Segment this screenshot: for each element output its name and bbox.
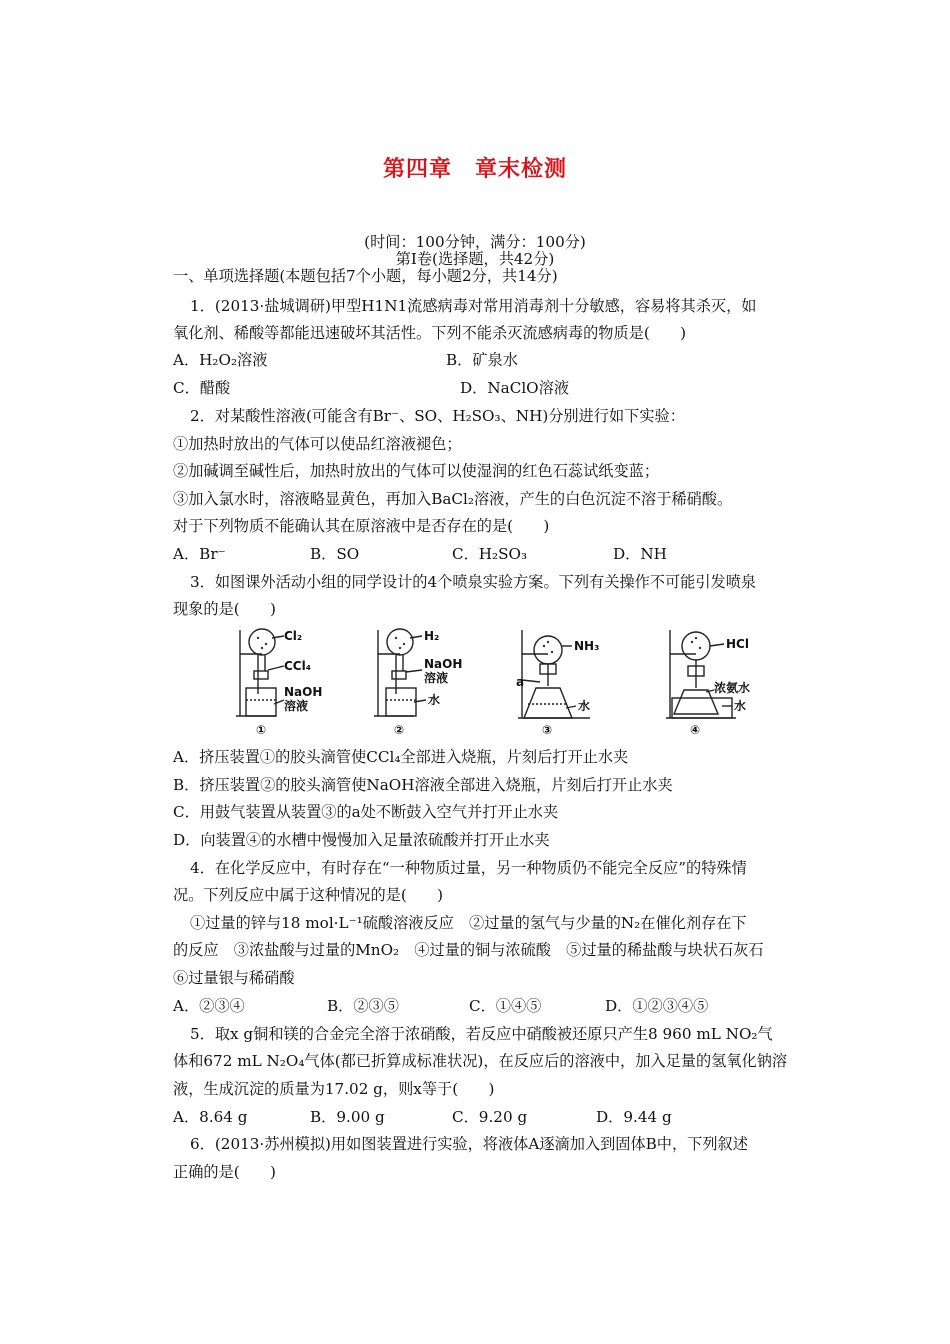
fig1-solution-label-1: NaOH — [284, 685, 323, 699]
q1-stem-line1: 1．(2013·盐城调研)甲型H1N1流感病毒对常用消毒剂十分敏感，容易将其杀灭，如 — [190, 297, 757, 315]
q1-option-b: B．矿泉水 — [446, 351, 518, 369]
q5-option-a: A．8.64 g — [173, 1108, 248, 1126]
fig3-a-label: a — [516, 675, 525, 689]
fig3-number: ③ — [542, 723, 553, 737]
q3-option-d: D．向装置④的水槽中慢慢加入足量浓硫酸并打开止水夹 — [173, 831, 550, 849]
fig2-number: ② — [394, 723, 405, 737]
q3-option-a: A．挤压装置①的胶头滴管使CCl₄全部进入烧瓶，片刻后打开止水夹 — [173, 748, 629, 766]
fig4-solution-label: 水 — [734, 699, 747, 713]
q3-stem-line2: 现象的是( ) — [173, 600, 276, 618]
q3-option-b: B．挤压装置②的胶头滴管使NaOH溶液全部进入烧瓶，片刻后打开止水夹 — [173, 776, 673, 794]
q2-exp-1: ①加热时放出的气体可以使品红溶液褪色； — [173, 435, 462, 453]
q1-option-c: C．醋酸 — [173, 379, 231, 397]
apparatus-diagram — [236, 626, 756, 738]
fig1-gas-label: Cl₂ — [284, 629, 303, 643]
q4-option-d: D．①②③④⑤ — [605, 997, 709, 1015]
volume-heading: 第Ⅰ卷(选择题，共42分) — [395, 250, 555, 268]
q6-stem-line1: 6．(2013·苏州模拟)用如图装置进行实验，将液体A逐滴加入到固体B中，下列叙述 — [190, 1135, 748, 1153]
q2-option-d: D．NH — [613, 545, 667, 563]
q2-exp-3: ③加入氯水时，溶液略显黄色，再加入BaCl₂溶液，产生的白色沉淀不溶于稀硝酸。 — [173, 490, 733, 508]
fig2-gas-label: H₂ — [424, 629, 440, 643]
q2-option-c: C．H₂SO₃ — [452, 545, 528, 563]
fig3-gas-label: NH₃ — [574, 639, 600, 653]
fountain-experiment-figure — [236, 626, 756, 738]
q4-reaction-line1: ①过量的锌与18 mol·L⁻¹硫酸溶液反应 ②过量的氢气与少量的N₂在催化剂存在下 — [190, 914, 747, 932]
q4-option-a: A．②③④ — [173, 997, 245, 1015]
q5-option-b: B．9.00 g — [310, 1108, 385, 1126]
fig1-number: ① — [256, 723, 267, 737]
q4-stem-line1: 4．在化学反应中，有时存在“一种物质过量，另一种物质仍不能完全反应”的特殊情 — [190, 859, 747, 877]
fig2-dropper-label-2: 溶液 — [424, 671, 449, 685]
q5-option-c: C．9.20 g — [452, 1108, 528, 1126]
q1-option-d: D．NaClO溶液 — [460, 379, 570, 397]
time-score: (时间：100分钟，满分：100分) — [364, 233, 586, 251]
fig1-solution-label-2: 溶液 — [284, 699, 309, 713]
q4-reaction-line2: 的反应 ③浓盐酸与过量的MnO₂ ④过量的铜与浓硫酸 ⑤过量的稀盐酸与块状石灰石 — [173, 941, 764, 959]
q4-stem-line2: 况。下列反应中属于这种情况的是( ) — [173, 886, 444, 904]
q2-stem: 2．对某酸性溶液(可能含有Br⁻、SO、H₂SO₃、NH)分别进行如下实验： — [190, 407, 685, 425]
fig3-solution-label: 水 — [578, 699, 591, 713]
q4-reaction-line3: ⑥过量银与稀硝酸 — [173, 969, 295, 987]
q1-stem-line2: 氧化剂、稀酸等都能迅速破坏其活性。下列不能杀灭流感病毒的物质是( ) — [173, 324, 687, 342]
fig2-solution-label: 水 — [428, 693, 441, 707]
q2-exp-2: ②加碱调至碱性后，加热时放出的气体可以使湿润的红色石蕊试纸变蓝； — [173, 462, 659, 480]
q3-option-c: C．用鼓气装置从装置③的a处不断鼓入空气并打开止水夹 — [173, 803, 559, 821]
fig4-gas-label: HCl — [726, 637, 749, 651]
fig2-dropper-label-1: NaOH — [424, 657, 463, 671]
section-heading: 一、单项选择题(本题包括7个小题，每小题2分，共14分) — [173, 267, 558, 285]
fig4-number: ④ — [690, 723, 701, 737]
q2-ask: 对于下列物质不能确认其在原溶液中是否存在的是( ) — [173, 517, 550, 535]
q6-stem-line2: 正确的是( ) — [173, 1163, 276, 1181]
q5-stem-line1: 5．取x g铜和镁的合金完全溶于浓硝酸，若反应中硝酸被还原只产生8 960 mL NO₂气 — [190, 1025, 773, 1043]
q2-option-a: A．Br⁻ — [173, 545, 226, 563]
fig4-reagent-label: 浓氨水 — [714, 681, 751, 695]
q3-stem-line1: 3．如图课外活动小组的同学设计的4个喷泉实验方案。下列有关操作不可能引发喷泉 — [190, 573, 757, 591]
q4-option-b: B．②③⑤ — [327, 997, 399, 1015]
page-title: 第四章 章末检测 — [382, 157, 567, 182]
q4-option-c: C．①④⑤ — [469, 997, 542, 1015]
q5-stem-line2: 体和672 mL N₂O₄气体(都已折算成标准状况)，在反应后的溶液中，加入足量的氢氧化钠溶 — [173, 1052, 788, 1070]
q5-option-d: D．9.44 g — [596, 1108, 672, 1126]
fig1-dropper-label: CCl₄ — [284, 659, 311, 673]
q2-option-b: B．SO — [310, 545, 360, 563]
q5-stem-line3: 液，生成沉淀的质量为17.02 g，则x等于( ) — [173, 1080, 495, 1098]
q1-option-a: A．H₂O₂溶液 — [173, 351, 268, 369]
